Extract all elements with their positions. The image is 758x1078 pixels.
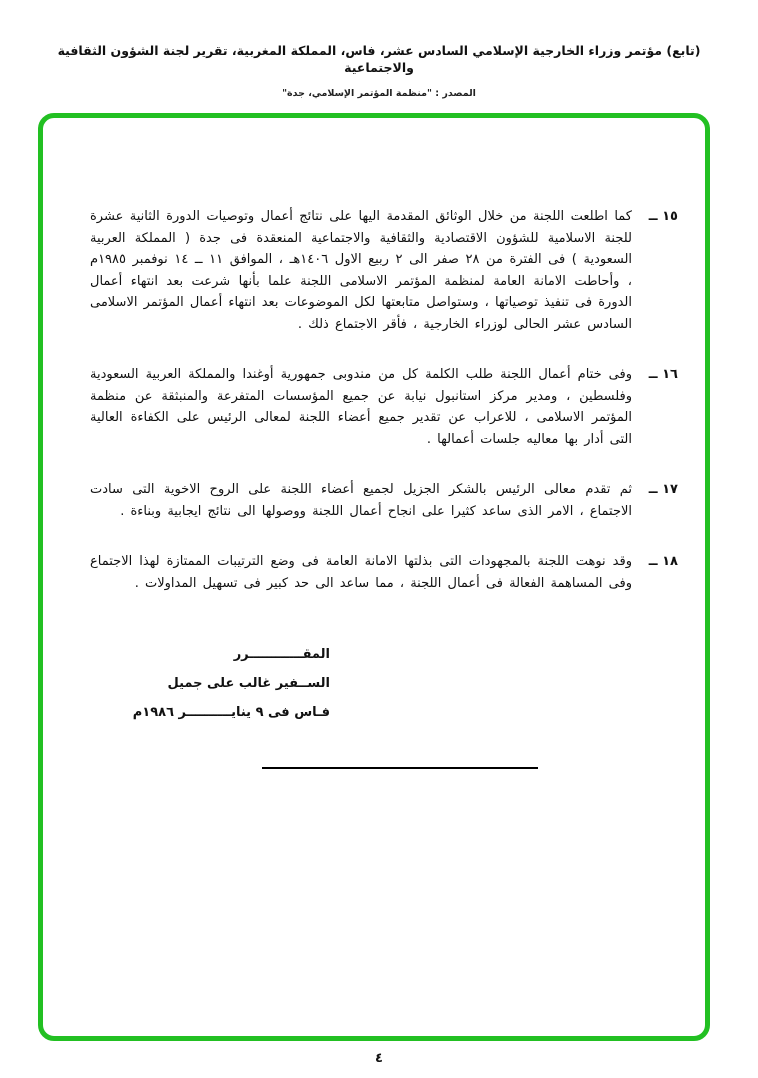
paragraph-text: كما اطلعت اللجنة من خلال الوثائق المقدمة اليها على نتائج أعمال وتوصيات الدورة الثانية عشرة للجنة الاسلامية للشؤون الاقتصادية والثقافية والاجتماعية المنعقدة فى جدة ( المملكة العربية السعودية ) فى الفترة من ٢٨ صفر الى ٢ ربيع الاول ١٤٠٦هـ ، الموافق ١١ ــ ١٤ نوفمبر ١٩٨٥م ، وأحاطت الامانة العامة لمنظمة المؤتمر الاسلامى اللجنة علما بأنها شرعت بعد انتهاء أعمال الدورة فى تنفيذ توصياتها ، وستواصل متابعتها لكل الموضوعات بعد انتهاء أعمال المؤتمر الاسلامى السادس عشر الحالى لوزراء الخارجية ، فأقر الاجتماع ذلك .	[90, 209, 633, 332]
document-body	[43, 118, 705, 769]
signature-place-date: فـاس فى ٩ ينايــــــــــر ١٩٨٦م	[132, 705, 330, 720]
paragraph-18	[90, 551, 678, 594]
paragraph-text: ثم تقدم معالى الرئيس بالشكر الجزيل لجميع أعضاء اللجنة على الروح الاخوية التى سادت الاجتماع ، الامر الذى ساعد كثيرا على انجاح أعمال اللجنة ووصولها الى نتائج ايجابية وبناءة .	[90, 482, 632, 519]
paragraph-text: وقد نوهت اللجنة بالمجهودات التى بذلتها الامانة العامة فى وضع الترتيبات الممتازة لهذا الاجتماع وفى المساهمة الفعالة فى أعمال اللجنة ، مما ساعد الى حد كبير فى تسهيل المداولات .	[90, 554, 632, 591]
paragraph-17	[90, 479, 678, 522]
document-frame	[38, 113, 710, 1041]
paragraph-text: وفى ختام أعمال اللجنة طلب الكلمة كل من مندوبى جمهورية أوغندا والمملكة العربية السعودية وفلسطين ، ومدير مركز استانبول نيابة عن جميع المؤسسات المتفرعة والمنبثقة عن منظمة المؤتمر الاسلامى ، للاعراب عن تقدير جميع أعضاء اللجنة لمعالى الرئيس على الكفاءة العالية التى أدار بها معاليه جلسات أعمالها .	[90, 367, 632, 447]
document-header	[0, 0, 758, 99]
document-source: المصدر : "منظمة المؤتمر الإسلامي، جدة"	[282, 88, 476, 99]
signature-name: الســفير غالب على جميل	[167, 676, 330, 691]
paragraph-number: ١٥ ــ	[648, 209, 678, 224]
paragraph-15	[90, 206, 678, 335]
paragraph-number: ١٨ ــ	[648, 554, 678, 569]
page-number: ٤	[375, 1051, 383, 1066]
document-title: (تابع) مؤتمر وزراء الخارجية الإسلامي السادس عشر، فاس، المملكة المغربية، تقرير لجنة الشؤون الثقافية والاجتماعية	[57, 43, 701, 75]
paragraph-16	[90, 364, 678, 450]
signature-rule	[262, 767, 538, 769]
signature-title: المقــــــــــــرر	[233, 647, 330, 662]
signature-block	[90, 640, 330, 727]
paragraph-number: ١٧ ــ	[648, 482, 678, 497]
paragraph-number: ١٦ ــ	[648, 367, 678, 382]
